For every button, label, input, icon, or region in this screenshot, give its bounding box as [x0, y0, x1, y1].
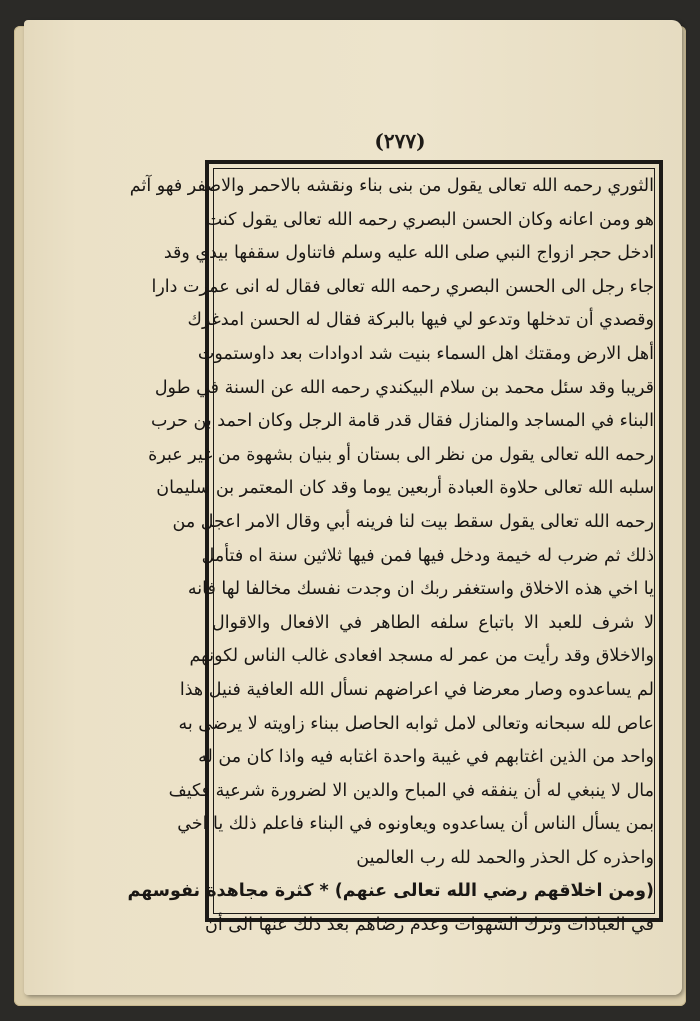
text-line: جاء رجل الى الحسن البصري رحمه الله تعالى فقال له انى عمرت دارا: [151, 276, 654, 297]
text-line: وقصدي أن تدخلها وتدعو لي فيها بالبركة فقال له الحسن امدغرك: [187, 310, 654, 331]
body-text: [127, 170, 654, 936]
text-line: البناء في المساجد والمنازل فقال قدر قامة الرجل وكان احمد بن حرب: [151, 411, 654, 432]
text-line: لم يساعدوه وصار معرضا في اعراضهم نسأل الله العافية فنيل هذا: [179, 679, 654, 700]
text-line: الثوري رحمه الله تعالى يقول من بنى بناء ونقشه بالاحمر والاصفر فهو آثم: [129, 176, 654, 196]
text-line: في العبادات وترك الشهوات وعدم رضاهم بعد ذلك عنها الى أن: [204, 915, 654, 936]
text-line: سلبه الله تعالى حلاوة العبادة أربعين يوما وقد كان المعتمر بن سليمان: [156, 478, 654, 499]
text-line: عاص لله سبحانه وتعالى لامل ثوابه الحاصل ببناء زاويته لا يرضى به: [178, 713, 654, 734]
text-line: بمن يسأل الناس أن يساعدوه ويعاونوه في البناء فاعلم ذلك يا اخي: [177, 814, 654, 835]
text-line: والاخلاق وقد رأيت من عمر له مسجد افعادى غالب الناس لكونهم: [189, 646, 654, 667]
text-line: قريبا وقد سئل محمد بن سلام البيكندي رحمه الله عن السنة في طول: [154, 377, 654, 398]
text-line: مال لا ينبغي له أن ينفقه في المباح والدين الا لضرورة شرعية فكيف: [168, 780, 654, 801]
text-line: واحذره كل الحذر والحمد لله رب العالمين: [356, 847, 654, 868]
page-number: (٢٧٧): [374, 129, 426, 153]
text-line: رحمه الله تعالى يقول من نظر الى بستان أو بنيان بشهوة من غير عبرة: [148, 444, 654, 465]
text-line: ادخل حجر ازواج النبي صلى الله عليه وسلم فاتناول سقفها بيدي وقد: [163, 243, 654, 264]
text-line: رحمه الله تعالى يقول سقط بيت لنا فرينه أبي وقال الامر اعجل من: [172, 511, 654, 532]
text-line: لا شرف للعبد الا باتباع سلفه الطاهر في الافعال والاقوال: [212, 612, 654, 633]
text-line: هو ومن اعانه وكان الحسن البصري رحمه الله تعالى يقول كنت: [205, 209, 654, 230]
section-heading-line: (ومن اخلاقهم رضي الله تعالى عنهم) * كثرة مجاهدة نفوسهم: [127, 881, 654, 902]
text-line: أهل الارض ومقتك اهل السماء بنيت شد ادوادات بعد داوستموت: [197, 343, 654, 364]
text-line: ذلك ثم ضرب له خيمة ودخل فيها فمن فيها ثلاثين سنة اه فتأمل: [201, 545, 654, 566]
text-line: واحد من الذين اغتابهم في غيبة واحدة اغتابه فيه واذا كان من له: [198, 747, 654, 768]
text-line: يا اخي هذه الاخلاق واستغفر ربك ان وجدت نفسك مخالفا لها فانه: [187, 579, 654, 600]
